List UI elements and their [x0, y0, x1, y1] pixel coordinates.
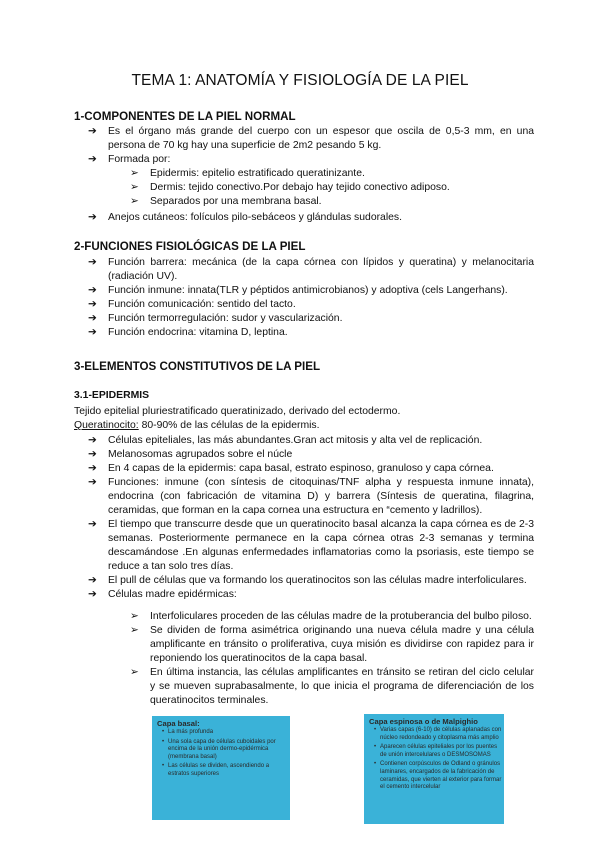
dot-bullet-icon: • [374, 761, 377, 768]
dot-bullet-icon: • [162, 729, 165, 735]
arrow-bullet-icon: ➔ [88, 463, 97, 474]
list-item: ➔ El tiempo que transcurre desde que un queratinocito basal alcanza la capa córnea es de 2-3 semanas. Posteriormente permanece en la capa córnea otras 2-3 semanas y termina descamándose .En algunas enfermedades inflamatorias como la psoriasis, este tiempo se reduce a tan solo tres días. [88, 519, 534, 572]
arrow-bullet-icon: ➔ [88, 519, 97, 530]
list-item: ➔ Formada por: [88, 154, 171, 165]
paragraph: Queratinocito: 80-90% de las células de la epidermis. [74, 420, 320, 431]
arrow-bullet-icon: ➔ [88, 477, 97, 488]
capa-basal-box [152, 716, 290, 820]
arrowhead-bullet-icon: ➢ [130, 667, 139, 678]
dot-bullet-icon: • [374, 744, 377, 751]
list-item: ➔ Función endocrina: vitamina D, leptina. [88, 327, 288, 338]
arrow-bullet-icon: ➔ [88, 435, 97, 446]
list-item: ➔ Función comunicación: sentido del tacto. [88, 299, 296, 310]
arrowhead-bullet-icon: ➢ [130, 196, 139, 207]
arrow-bullet-icon: ➔ [88, 285, 97, 296]
list-item: ➢ Epidermis: epitelio estratificado queratinizante. [130, 168, 365, 179]
arrow-bullet-icon: ➔ [88, 154, 97, 165]
list-item: ➔ Células madre epidérmicas: [88, 589, 237, 600]
section-2-list [88, 256, 534, 340]
subsection-heading: 3.1-EPIDERMIS [74, 390, 150, 401]
section-heading-3: 3-ELEMENTOS CONSTITUTIVOS DE LA PIEL [74, 360, 321, 373]
list-item: • Varias capas (6-10) de células aplanadas con núcleo redondeado y citoplasma más amplio [374, 727, 502, 741]
list-item: ➔ Función barrera: mecánica (de la capa córnea con lípidos y queratina) y melanocitaria (radiación UV). [88, 257, 534, 282]
dot-bullet-icon: • [162, 738, 165, 745]
arrow-bullet-icon: ➔ [88, 313, 97, 324]
box-title: Capa basal: [157, 719, 200, 728]
page-title: TEMA 1: ANATOMÍA Y FISIOLOGÍA DE LA PIEL [131, 72, 469, 89]
list-item: ➔ Anejos cutáneos: folículos pilo-sebáceos y glándulas sudorales. [88, 212, 403, 223]
arrow-bullet-icon: ➔ [88, 327, 97, 338]
list-item: • Contienen corpúsculos de Odland o gránulos laminares, encargados de la fabricación de ceramidas, que vierten al exterior para formar el cemento intercelular [374, 761, 502, 791]
section-1-sublist [130, 167, 534, 209]
list-item: ➔ Es el órgano más grande del cuerpo con un espesor que oscila de 0,5-3 mm, en una persona de 70 kg hay una superficie de 2m2 pesando 5 kg. [88, 126, 534, 151]
section-1-list [88, 125, 534, 167]
list-item: • Las células se dividen, ascendiendo a estratos superiores [162, 763, 270, 777]
arrow-bullet-icon: ➔ [88, 299, 97, 310]
list-item: • La más profunda [162, 729, 214, 735]
list-item: ➢ Interfoliculares proceden de las células madre de la protuberancia del bulbo piloso. [130, 611, 532, 622]
arrowhead-bullet-icon: ➢ [130, 182, 139, 193]
dot-bullet-icon: • [374, 727, 377, 733]
list-item: ➔ Funciones: inmune (con síntesis de citoquinas/TNF alpha y respuesta inmune innata), endocrina (con fabricación de vitamina D) y barrera (Síntesis de queratina, filagrina, ceramidas, que forman en la capa cornea una estructura en “cemento y ladrillos). [88, 477, 534, 516]
arrow-bullet-icon: ➔ [88, 589, 97, 600]
section-heading-1: 1-COMPONENTES DE LA PIEL NORMAL [74, 110, 296, 123]
list-item: ➔ Función inmune: innata(TLR y péptidos antimicrobianos) y adoptiva (cels Langerhans). [88, 285, 508, 296]
arrow-bullet-icon: ➔ [88, 257, 97, 268]
box-title: Capa espinosa o de Malpighio [369, 717, 478, 726]
section-3-sublist [130, 610, 534, 708]
section-1-list-end [88, 211, 534, 225]
capa-espinosa-box [364, 714, 504, 824]
arrow-bullet-icon: ➔ [88, 212, 97, 223]
list-item: • Aparecen células epiteliales por los puentes de unión intercelulares o DESMOSOMAS [374, 744, 498, 758]
arrowhead-bullet-icon: ➢ [130, 625, 139, 636]
arrow-bullet-icon: ➔ [88, 449, 97, 460]
box-list [374, 727, 504, 792]
list-item: ➔ En 4 capas de la epidermis: capa basal, estrato espinoso, granuloso y capa córnea. [88, 463, 494, 474]
list-item: ➢ Se dividen de forma asimétrica originando una nueva célula madre y una célula amplificante en tránsito o proliferativa, cuya misión es dividirse con rapidez para ir reponiendo los queratinocitos de la capa basal. [130, 625, 534, 664]
list-item: ➔ Función termorregulación: sudor y vascularización. [88, 313, 343, 324]
section-heading-2: 2-FUNCIONES FISIOLÓGICAS DE LA PIEL [74, 240, 306, 253]
list-item: ➔ Células epiteliales, las más abundantes.Gran act mitosis y alta vel de replicación. [88, 435, 483, 446]
arrow-bullet-icon: ➔ [88, 126, 97, 137]
dot-bullet-icon: • [162, 763, 165, 770]
list-item: ➢ Separados por una membrana basal. [130, 196, 322, 207]
list-item: ➔ El pull de células que va formando los queratinocitos son las células madre interfoliculares. [88, 575, 527, 586]
arrow-bullet-icon: ➔ [88, 575, 97, 586]
list-item: • Una sola capa de células cuboidales por encima de la unión dermo-epidérmica (membrana basal) [162, 738, 276, 760]
list-item: ➔ Melanosomas agrupados sobre el núcle [88, 449, 293, 460]
term-label: Queratinocito: [74, 420, 139, 431]
list-item: ➢ Dermis: tejido conectivo.Por debajo hay tejido conectivo adiposo. [130, 182, 450, 193]
box-list [162, 729, 290, 779]
arrowhead-bullet-icon: ➢ [130, 168, 139, 179]
list-item: ➢ En última instancia, las células amplificantes en tránsito se retiran del ciclo celular y se mueven suprabasalmente, lo que inicia el programa de diferenciación de los queratinocitos terminales. [130, 667, 534, 706]
arrowhead-bullet-icon: ➢ [130, 611, 139, 622]
paragraph: Tejido epitelial pluriestratificado queratinizado, derivado del ectodermo. [74, 406, 401, 417]
section-3-list [88, 434, 534, 602]
